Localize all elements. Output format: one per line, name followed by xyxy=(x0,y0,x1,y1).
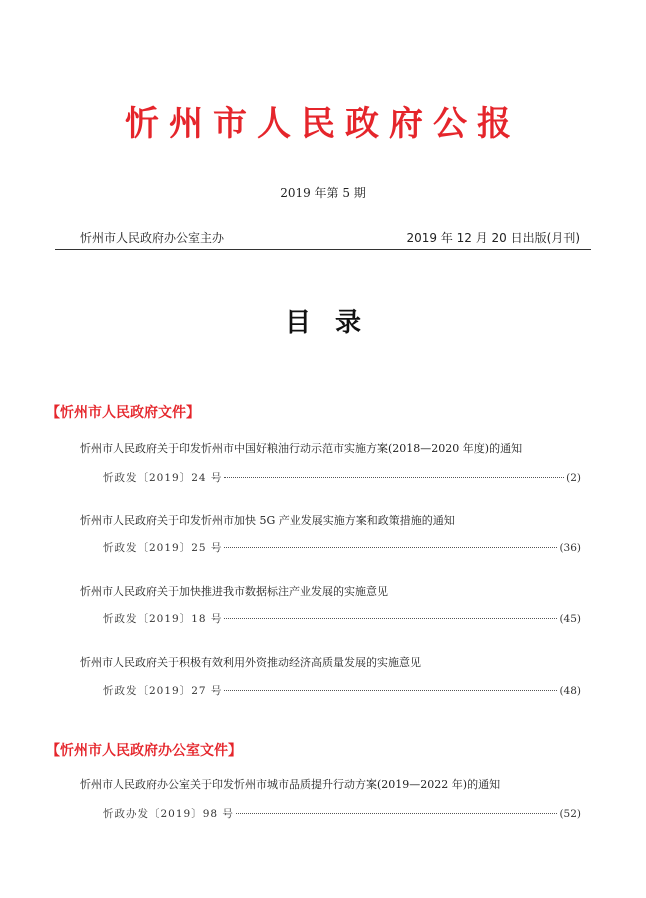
dot-leader xyxy=(224,618,557,619)
document-number: 忻政发〔2019〕18 号 xyxy=(103,613,223,625)
toc-title: 目录 xyxy=(284,308,385,338)
publisher-host: 忻州市人民政府办公室主办 xyxy=(80,231,225,245)
toc-entry-title[interactable]: 忻州市人民政府关于加快推进我市数据标注产业发展的实施意见 xyxy=(80,585,388,598)
issue-number: 2019 年第 5 期 xyxy=(280,186,366,200)
toc-entry-title[interactable]: 忻州市人民政府关于印发忻州市加快 5G 产业发展实施方案和政策措施的通知 xyxy=(80,514,455,527)
document-number: 忻政发〔2019〕25 号 xyxy=(103,542,223,554)
page-number: (52) xyxy=(559,808,581,820)
document-number: 忻政发〔2019〕27 号 xyxy=(103,685,223,697)
page-number: (48) xyxy=(559,685,581,697)
dot-leader xyxy=(224,477,564,478)
page-number: (36) xyxy=(559,542,581,554)
toc-entry-ref[interactable] xyxy=(103,540,581,555)
toc-entry-title[interactable]: 忻州市人民政府关于印发忻州市中国好粮油行动示范市实施方案(2018—2020 年度)的通知 xyxy=(80,442,523,455)
page-number: (2) xyxy=(566,472,581,484)
page-number: (45) xyxy=(559,613,581,625)
publication-date: 2019 年 12 月 20 日出版(月刊) xyxy=(406,231,580,245)
gazette-masthead: 忻州市人民政府公报 xyxy=(125,104,521,144)
document-number: 忻政发〔2019〕24 号 xyxy=(103,472,223,484)
toc-entry-title[interactable]: 忻州市人民政府办公室关于印发忻州市城市品质提升行动方案(2019—2022 年)的通知 xyxy=(80,778,501,791)
section-header-general-office-documents: 【忻州市人民政府办公室文件】 xyxy=(46,743,242,759)
toc-entry-ref[interactable] xyxy=(103,806,581,821)
dot-leader xyxy=(236,813,558,814)
toc-entry-ref[interactable] xyxy=(103,683,581,698)
section-header-government-documents: 【忻州市人民政府文件】 xyxy=(46,405,200,421)
toc-entry-ref[interactable] xyxy=(103,470,581,485)
dot-leader xyxy=(224,690,557,691)
header-divider xyxy=(55,249,591,250)
document-number: 忻政办发〔2019〕98 号 xyxy=(103,808,234,820)
dot-leader xyxy=(224,547,557,548)
toc-entry-ref[interactable] xyxy=(103,611,581,626)
toc-entry-title[interactable]: 忻州市人民政府关于积极有效利用外资推动经济高质量发展的实施意见 xyxy=(80,656,421,669)
publisher-row xyxy=(80,229,580,246)
